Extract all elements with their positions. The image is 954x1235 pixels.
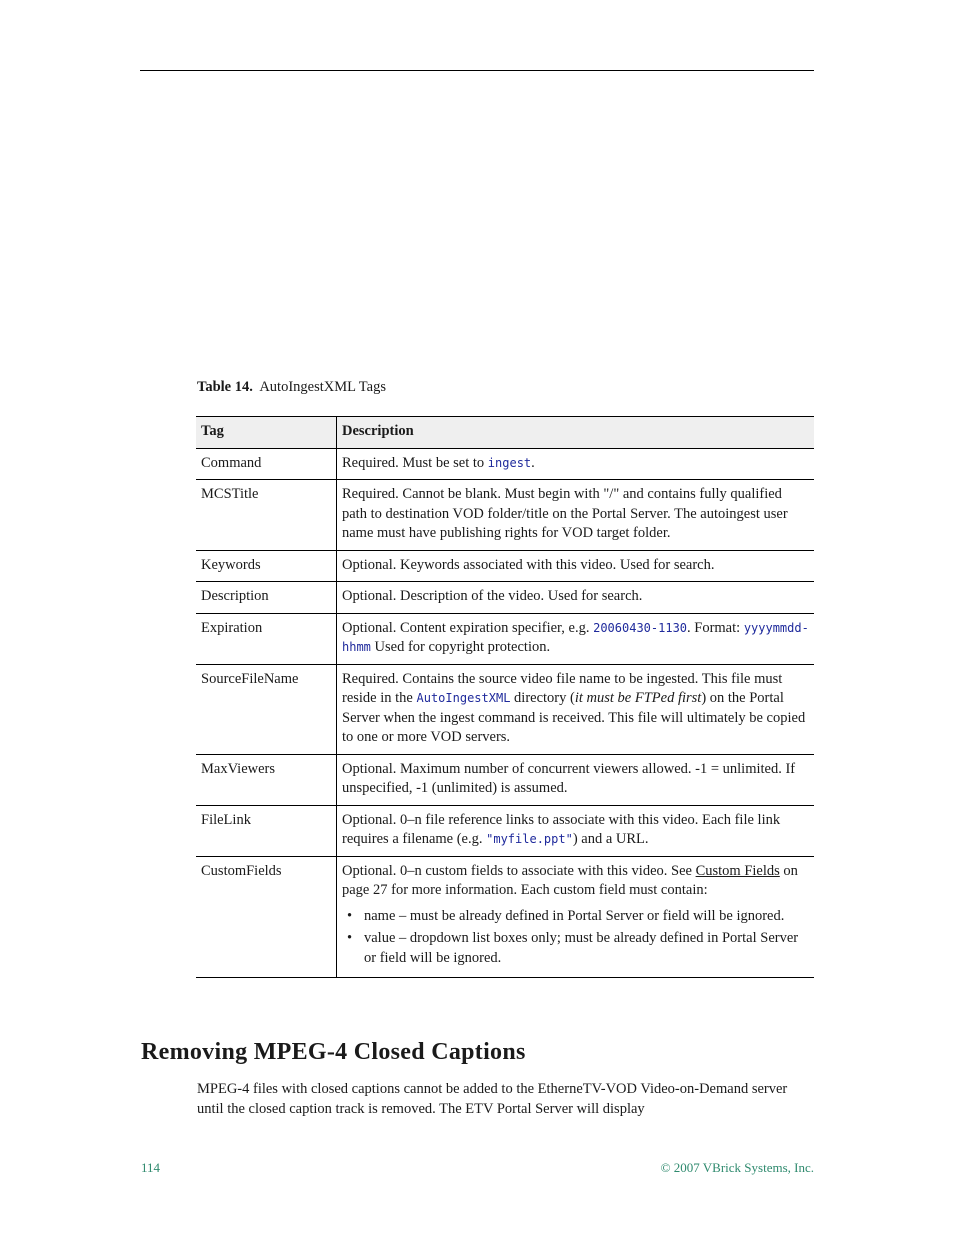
tag-cell: SourceFileName: [196, 664, 337, 754]
tag-cell: Expiration: [196, 613, 337, 664]
description-cell: Optional. Description of the video. Used for search.: [337, 582, 815, 614]
column-header-tag: Tag: [196, 417, 337, 449]
code-value: "myfile.ppt": [486, 832, 573, 846]
table-caption-label: Table 14.: [197, 379, 253, 395]
code-value: 20060430-1130: [593, 620, 688, 635]
table-row: [196, 448, 814, 480]
table-row: [196, 480, 814, 551]
tag-cell: Command: [196, 448, 337, 480]
table-caption-title: AutoIngestXML Tags: [259, 379, 386, 395]
description-cell: Optional. Maximum number of concurrent viewers allowed. -1 = unlimited. If unspecified, -1 (unlimited) is assumed.: [337, 754, 815, 805]
custom-fields-link[interactable]: Custom Fields: [695, 862, 780, 879]
text-run: Used for copyright protection.: [370, 639, 551, 655]
text-run: .: [531, 454, 535, 471]
text-run: Optional. 0–n custom fields to associate with this video. See: [342, 862, 696, 879]
description-cell: Required. Cannot be blank. Must begin with "/" and contains fully qualified path to destination VOD folder/title on the Portal Server. The autoingest user name must have publishing rights for VOD target folder.: [337, 480, 815, 551]
table-caption: [197, 379, 386, 396]
text-run: ) on the Portal Server when the ingest command is received. This file will ultimately be copied to one or more VOD servers.: [342, 690, 806, 745]
tag-cell: Keywords: [196, 550, 337, 582]
text-run: Optional. 0–n file reference links to associate with this video. Each file link requires a filename (e.g.: [342, 811, 781, 847]
table-row: [196, 582, 814, 614]
table-row: [196, 550, 814, 582]
description-cell: Optional. Keywords associated with this video. Used for search.: [337, 550, 815, 582]
description-cell: [337, 613, 815, 664]
tag-cell: FileLink: [196, 805, 337, 856]
page-number: 114: [141, 1160, 161, 1175]
text-run: directory (: [510, 690, 575, 706]
text-run: on page 27 for more information. Each custom field must contain:: [342, 862, 798, 898]
text-run: . Format:: [687, 619, 744, 636]
description-cell: [337, 448, 815, 480]
copyright-notice: © 2007 VBrick Systems, Inc.: [660, 1160, 814, 1175]
text-run: ) and a URL.: [572, 831, 649, 847]
text-run: Required. Contains the source video file name to be ingested. This file must reside in the: [342, 670, 783, 706]
table-header-row: [196, 417, 814, 449]
italic-note: it must be FTPed first: [574, 690, 702, 706]
list-item: • name – must be already defined in Portal Server or field will be ignored.: [342, 907, 809, 927]
header-rule: [140, 70, 814, 71]
tag-cell: MaxViewers: [196, 754, 337, 805]
autoingest-tags-table: [196, 416, 814, 978]
description-cell: [337, 664, 815, 754]
code-value: ingest: [487, 455, 532, 470]
tag-cell: CustomFields: [196, 856, 337, 978]
text-run: Required. Must be set to: [342, 454, 488, 471]
text-run: Optional. Content expiration specifier, e.g.: [342, 619, 594, 636]
code-value: yyyymmdd-hhmm: [342, 620, 809, 654]
table-row: [196, 754, 814, 805]
table-row: [196, 664, 814, 754]
section-heading: Removing MPEG-4 Closed Captions: [141, 1039, 526, 1065]
code-value: AutoIngestXML: [416, 691, 511, 705]
description-cell: [337, 805, 815, 856]
table-row: [196, 805, 814, 856]
custom-field-requirements: [342, 907, 809, 969]
column-header-description: Description: [337, 417, 815, 449]
list-item: • value – dropdown list boxes only; must be already defined in Portal Server or field will be ignored.: [342, 929, 809, 968]
description-cell: [337, 856, 815, 978]
body-paragraph: MPEG-4 files with closed captions cannot be added to the EtherneTV-VOD Video-on-Demand server until the closed caption track is removed. The ETV Portal Server will display: [197, 1081, 788, 1117]
tag-cell: Description: [196, 582, 337, 614]
table-row: [196, 613, 814, 664]
tag-cell: MCSTitle: [196, 480, 337, 551]
table-row: [196, 856, 814, 978]
